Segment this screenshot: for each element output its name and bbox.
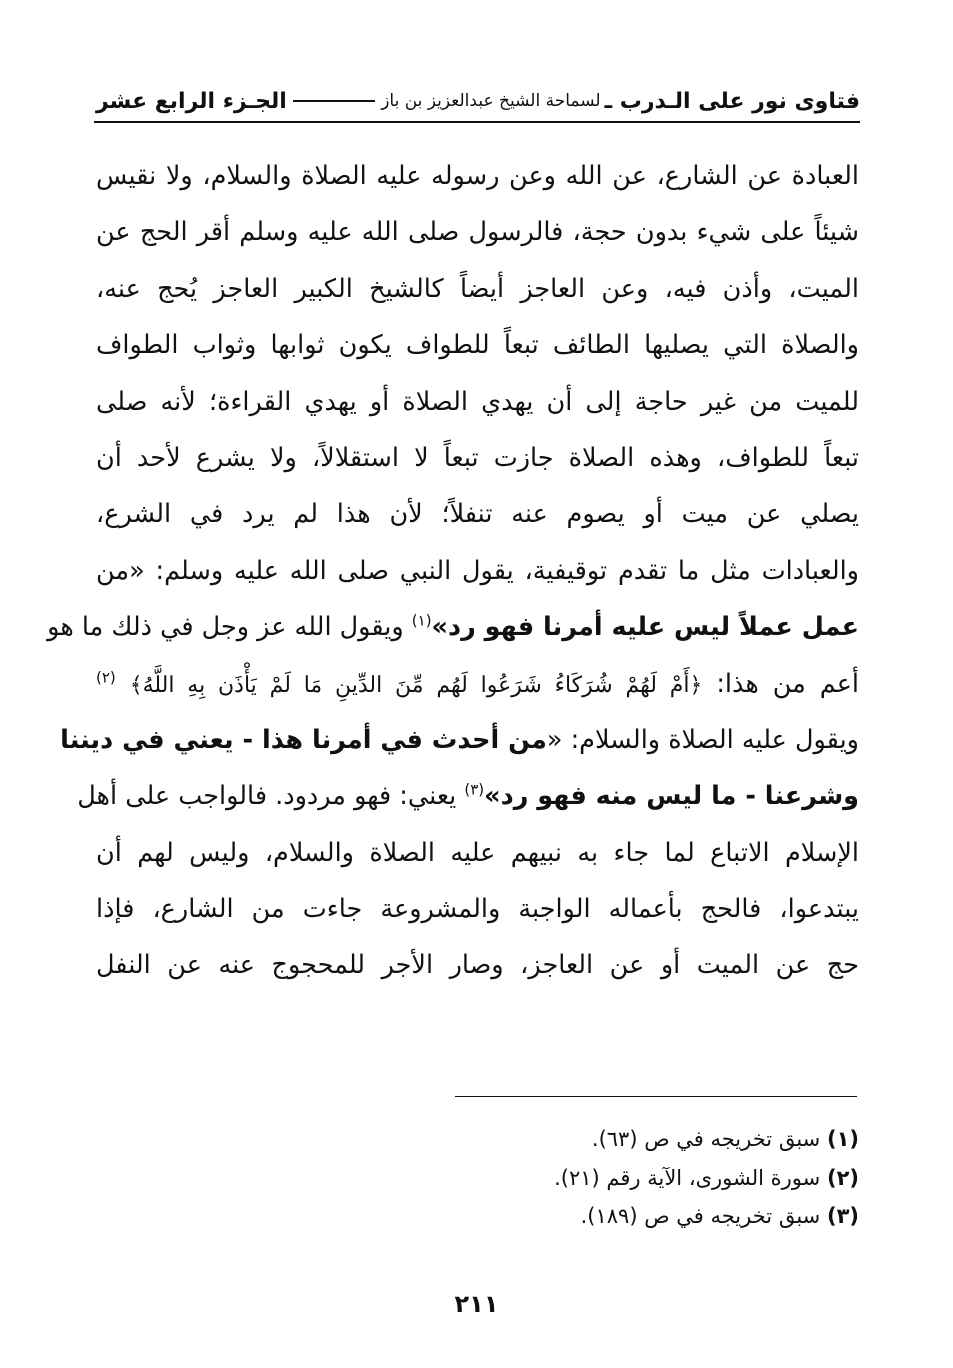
body-line: يصلي عن ميت أو يصوم عنه تنفلاً؛ لأن هذا لم يرد في الشرع، [96, 499, 859, 530]
body-line: والصلاة التي يصليها الطائف تبعاً للطواف يكون ثوابها وثواب الطواف [96, 330, 859, 361]
body-line: يبتدعوا، فالحج بأعماله الواجبة والمشروعة جاءت من الشارع، فإذا [96, 894, 859, 925]
header-left-group [381, 89, 860, 114]
footnote: (١) سبق تخريجه في ص (٦٣). [591, 1127, 859, 1151]
footnotes [99, 1120, 859, 1236]
footnote: (٣) سبق تخريجه في ص (١٨٩). [580, 1204, 859, 1228]
body-line: شيئاً على شيء بدون حجة، فالرسول صلى الله عليه وسلم أقر الحج عن [96, 217, 859, 248]
body-line: العبادة عن الشارع، عن الله وعن رسوله عليه الصلاة والسلام، ولا نقيس [96, 161, 859, 191]
body-line: الميت، وأذن فيه، وعن العاجز أيضاً كالشيخ الكبير العاجز يُحج عنه، [96, 273, 859, 304]
author-name: لسماحة الشيخ عبدالعزيز بن باز [381, 91, 601, 111]
part-title: الجـزء الرابع عشر [96, 88, 287, 114]
body-line: عمل عملاً ليس عليه أمرنا فهو رد»$^{(١)}$ ويقول الله عز وجل في ذلك ما هو [47, 611, 859, 643]
header-rule [94, 121, 860, 123]
body-line: ويقول عليه الصلاة والسلام: «من أحدث في أمرنا هذا - يعني في ديننا [60, 724, 859, 755]
series-title: فتاوى نور على الـدرب ـ [604, 88, 860, 114]
body-line: حج عن الميت أو عن العاجز، وصار الأجر للمحجوج عنه عن النفل [96, 950, 859, 981]
hadith-quote: من أحدث في أمرنا هذا - يعني في ديننا [60, 724, 547, 755]
footnote-ref: (٢) [96, 668, 116, 687]
footnote-ref: (١) [411, 611, 432, 630]
body-line: وشرعنا - ما ليس منه فهو رد»$^{(٣)}$ يعني: فهو مردود. فالواجب على أهل [77, 780, 859, 812]
body-line: أعم من هذا: ﴿أَمْ لَهُمْ شُرَكَاءُ شَرَعُوا لَهُم مِّنَ الدِّينِ مَا لَمْ يَأْذَن بِهِ اللَّهُ﴾ $^{(٢)}$ [96, 668, 860, 699]
running-header [96, 84, 860, 118]
hadith-quote: وشرعنا - ما ليس منه فهو رد» [484, 781, 859, 812]
body-line: الإسلام الاتباع لما جاء به نبيهم عليه الصلاة والسلام، وليس لهم أن [96, 837, 859, 868]
footnote-ref: (٣) [464, 780, 485, 799]
hadith-quote: عمل عملاً ليس عليه أمرنا فهو رد» [431, 612, 859, 643]
page-number: ٢١١ [454, 1290, 499, 1318]
body-line: للميت من غير حاجة إلى أن يهدي الصلاة أو يهدي القراءة؛ لأنه صلى [96, 386, 859, 417]
header-dash [293, 100, 375, 102]
body-line: تبعاً للطواف، وهذه الصلاة جازت تبعاً لا استقلالاً، ولا يشرع لأحد أن [96, 442, 859, 473]
footnote-separator [455, 1096, 857, 1097]
quran-verse: ﴿أَمْ لَهُمْ شُرَكَاءُ شَرَعُوا لَهُم مِّنَ الدِّينِ مَا لَمْ يَأْذَن بِهِ اللَّهُ﴾ [129, 672, 703, 698]
footnote: (٢) سورة الشورى، الآية رقم (٢١). [554, 1165, 859, 1190]
body-line: والعبادات مثل ما تقدم توقيفية، يقول النبي صلى الله عليه وسلم: «من [96, 555, 859, 586]
body-text [47, 148, 860, 994]
